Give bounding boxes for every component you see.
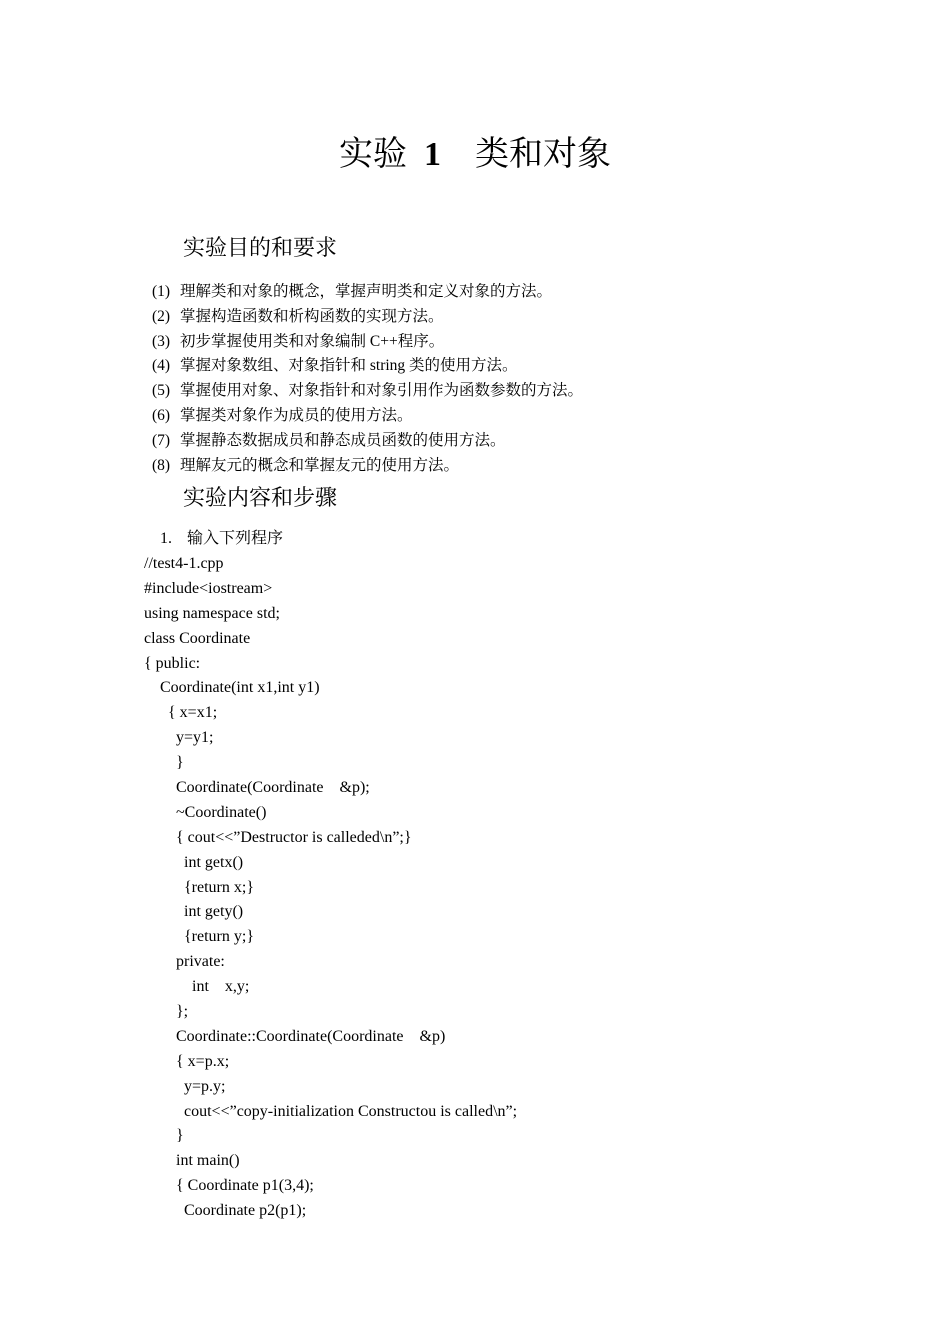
objective-number: (6)	[152, 406, 171, 424]
code-line: };	[144, 1003, 189, 1021]
objective-text: 掌握静态数据成员和静态成员函数的使用方法。	[180, 431, 506, 449]
objective-text: 掌握类对象作为成员的使用方法。	[180, 406, 413, 424]
code-line: { x=p.x;	[144, 1052, 230, 1070]
content-heading: 实验内容和步骤	[183, 485, 338, 510]
code-line: { x=x1;	[144, 704, 218, 722]
code-line: int getx()	[144, 853, 244, 871]
objective-item	[152, 330, 583, 355]
code-line: class Coordinate	[144, 629, 251, 647]
title-prefix: 实验	[339, 136, 407, 173]
code-line: }	[144, 754, 184, 772]
title-text: 类和对象	[475, 136, 611, 173]
code-line: y=y1;	[144, 729, 214, 747]
step-number: 1.	[160, 530, 172, 547]
objective-item	[152, 305, 583, 330]
code-line: //test4-1.cpp	[144, 555, 224, 572]
code-line: Coordinate p2(p1);	[144, 1202, 307, 1220]
code-line: using namespace std;	[144, 604, 280, 622]
code-line: Coordinate(Coordinate &p);	[144, 779, 370, 797]
title-number: 1	[424, 136, 441, 173]
code-line: int gety()	[144, 903, 244, 921]
code-line: {return y;}	[144, 928, 255, 946]
objective-text: 初步掌握使用类和对象编制 C++程序。	[180, 332, 445, 350]
objective-number: (3)	[152, 332, 171, 350]
code-line: Coordinate(int x1,int y1)	[144, 679, 320, 697]
objective-number: (2)	[152, 307, 171, 325]
step-item	[160, 527, 283, 551]
objective-item	[152, 454, 583, 479]
code-line: { cout<<”Destructor is calleded\n”;}	[144, 828, 412, 846]
objective-text: 理解友元的概念和掌握友元的使用方法。	[180, 456, 460, 474]
objective-item	[152, 429, 583, 454]
page-title	[0, 133, 950, 177]
code-line: }	[144, 1127, 184, 1145]
objective-item	[152, 379, 583, 404]
code-line: int main()	[144, 1152, 240, 1170]
objective-number: (4)	[152, 357, 171, 375]
objectives-heading: 实验目的和要求	[183, 235, 338, 260]
code-line: { public:	[144, 654, 201, 672]
objective-text: 掌握对象数组、对象指针和 string 类的使用方法。	[180, 357, 518, 375]
objective-item	[152, 280, 583, 305]
objective-item	[152, 404, 583, 429]
objective-item	[152, 354, 583, 379]
code-listing	[144, 552, 517, 1224]
code-line: ~Coordinate()	[144, 803, 267, 821]
code-line: private:	[144, 953, 225, 971]
objectives-list	[152, 280, 583, 478]
objective-number: (1)	[152, 283, 171, 300]
objective-text: 掌握构造函数和析构函数的实现方法。	[180, 307, 444, 325]
code-line: #include<iostream>	[144, 579, 273, 597]
objective-text: 掌握使用对象、对象指针和对象引用作为函数参数的方法。	[180, 382, 584, 400]
code-line: y=p.y;	[144, 1077, 226, 1095]
objective-number: (8)	[152, 456, 171, 474]
code-line: int x,y;	[144, 978, 250, 996]
objective-number: (5)	[152, 382, 171, 400]
code-line: { Coordinate p1(3,4);	[144, 1177, 314, 1195]
objective-text: 理解类和对象的概念，掌握声明类和定义对象的方法。	[180, 283, 553, 300]
code-line: cout<<”copy-initialization Constructou is called\n”;	[144, 1102, 518, 1120]
step-text: 输入下列程序	[187, 530, 284, 547]
objective-number: (7)	[152, 431, 171, 449]
code-line: Coordinate::Coordinate(Coordinate &p)	[144, 1027, 446, 1045]
code-line: {return x;}	[144, 878, 255, 896]
